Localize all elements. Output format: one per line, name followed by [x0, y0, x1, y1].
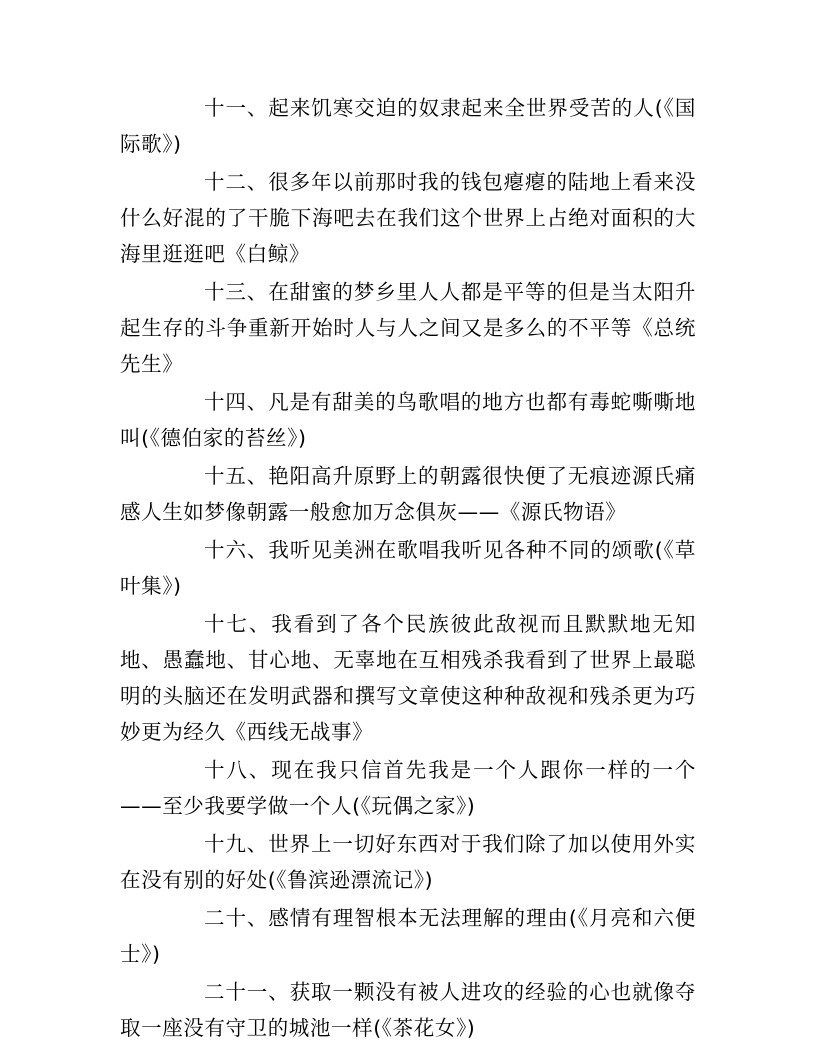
- paragraph-16: 十六、我听见美洲在歌唱我听见各种不同的颂歌(《草叶集》): [120, 538, 696, 598]
- paragraph-20: 二十、感情有理智根本无法理解的理由(《月亮和六便士》): [120, 906, 696, 966]
- document-page: [120, 90, 696, 1048]
- paragraph-14: 十四、凡是有甜美的鸟歌唱的地方也都有毒蛇嘶嘶地叫(《德伯家的苔丝》): [120, 390, 696, 450]
- paragraph-17: 十七、我看到了各个民族彼此敌视而且默默地无知地、愚蠢地、甘心地、无辜地在互相残杀我看到了世界上最聪明的头脑还在发明武器和撰写文章使这种种敌视和残杀更为巧妙更为经久《西线无战事》: [120, 612, 696, 744]
- paragraph-12: 十二、很多年以前那时我的钱包瘪瘪的陆地上看来没什么好混的了干脆下海吧去在我们这个世界上占绝对面积的大海里逛逛吧《白鲸》: [120, 170, 696, 266]
- paragraph-21: 二十一、获取一颗没有被人进攻的经验的心也就像夺取一座没有守卫的城池一样(《茶花女》): [120, 980, 696, 1040]
- paragraph-18: 十八、现在我只信首先我是一个人跟你一样的一个——至少我要学做一个人(《玩偶之家》): [120, 758, 696, 818]
- paragraph-19: 十九、世界上一切好东西对于我们除了加以使用外实在没有别的好处(《鲁滨逊漂流记》): [120, 832, 696, 892]
- paragraph-11: 十一、起来饥寒交迫的奴隶起来全世界受苦的人(《国际歌》): [120, 96, 696, 156]
- paragraph-13: 十三、在甜蜜的梦乡里人人都是平等的但是当太阳升起生存的斗争重新开始时人与人之间又是多么的不平等《总统先生》: [120, 280, 696, 376]
- paragraph-15: 十五、艳阳高升原野上的朝露很快便了无痕迹源氏痛感人生如梦像朝露一般愈加万念俱灰——《源氏物语》: [120, 464, 696, 524]
